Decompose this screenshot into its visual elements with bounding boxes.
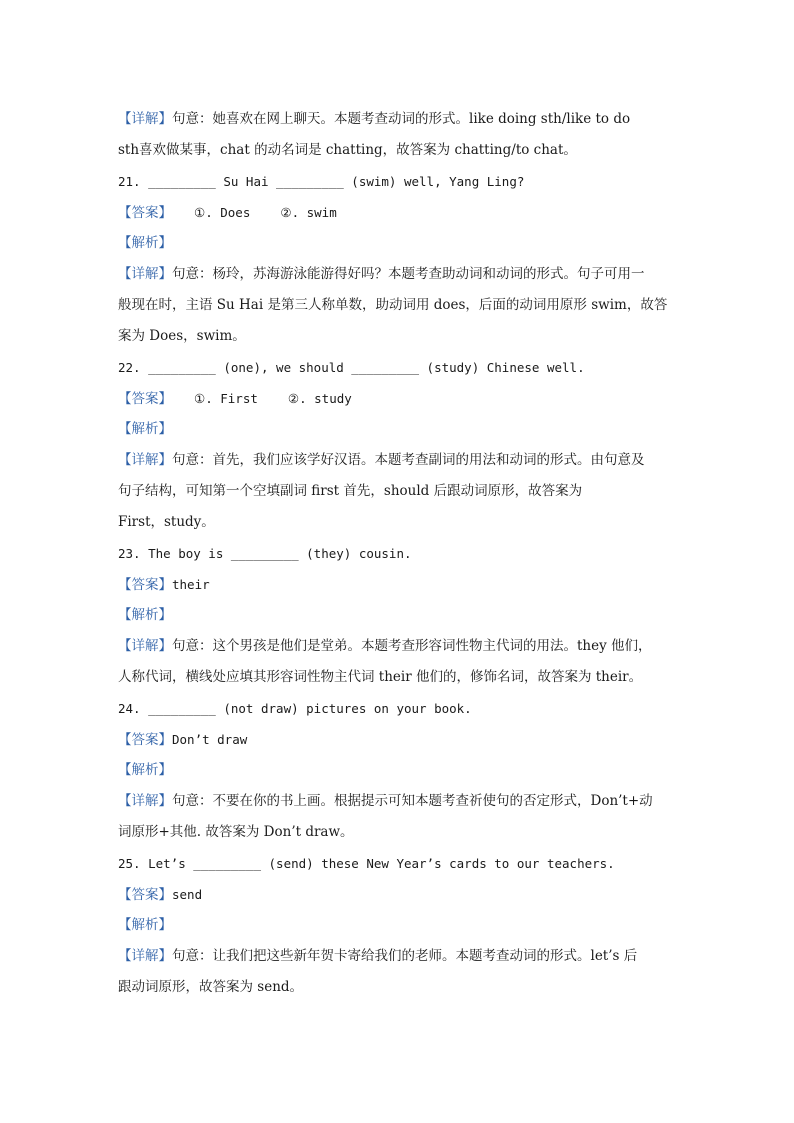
q25-analysis	[118, 910, 678, 941]
document-page	[118, 104, 678, 1003]
analysis-tag: 【解析】	[118, 607, 172, 623]
answer-tag: 【答案】	[118, 577, 172, 593]
q24-answer	[118, 724, 678, 755]
answer-tag: 【答案】	[118, 732, 172, 748]
q23-question: 23. The boy is _________ (they) cousin.	[118, 546, 412, 561]
analysis-tag: 【解析】	[118, 917, 172, 933]
q20-detail-line-2: sth喜欢做某事，chat 的动名词是 chatting，故答案为 chatting/to chat。	[118, 142, 577, 158]
q21-detail-line-3: 案为 Does，swim。	[118, 328, 246, 344]
q20-detail-line-1	[118, 104, 678, 135]
q22-detail-line-1	[118, 445, 678, 476]
detail-tag: 【详解】	[118, 452, 172, 468]
detail-text: 句意：她喜欢在网上聊天。本题考查动词的形式。like doing sth/like to do	[172, 111, 631, 127]
q24-detail-line-1	[118, 786, 678, 817]
q23-answer	[118, 569, 678, 600]
q21-detail-line-2: 般现在时，主语 Su Hai 是第三人称单数，助动词用 does，后面的动词用原形 swim，故答	[118, 297, 668, 313]
answer-1: ①. First	[194, 391, 258, 406]
answer-tag: 【答案】	[118, 391, 172, 407]
q21-answer	[118, 197, 678, 228]
detail-text: 句意：这个男孩是他们是堂弟。本题考查形容词性物主代词的用法。they 他们，	[172, 638, 652, 654]
q24-analysis	[118, 755, 678, 786]
q22-answer	[118, 383, 678, 414]
detail-text: 句意：首先，我们应该学好汉语。本题考查副词的用法和动词的形式。由句意及	[172, 452, 645, 468]
q22-detail-line-2: 句子结构，可知第一个空填副词 first 首先，should 后跟动词原形，故答案为	[118, 483, 583, 499]
q21-detail-line-1	[118, 259, 678, 290]
detail-tag: 【详解】	[118, 111, 172, 127]
detail-text: 句意：让我们把这些新年贺卡寄给我们的老师。本题考查动词的形式。let’s 后	[172, 948, 638, 964]
analysis-tag: 【解析】	[118, 762, 172, 778]
q24-detail-line-2: 词原形+其他. 故答案为 Don’t draw。	[118, 824, 354, 840]
answer-text: their	[172, 577, 210, 592]
answer-1: ①. Does	[194, 205, 251, 220]
answer-text: Don’t draw	[172, 732, 248, 747]
q21-analysis	[118, 228, 678, 259]
detail-tag: 【详解】	[118, 948, 172, 964]
q22-analysis	[118, 414, 678, 445]
q25-detail-line-1	[118, 941, 678, 972]
detail-tag: 【详解】	[118, 793, 172, 809]
detail-text: 句意：杨玲，苏海游泳能游得好吗？本题考查助动词和动词的形式。句子可用一	[172, 266, 645, 282]
q23-detail-line-1	[118, 631, 678, 662]
q22-detail-line-3: First，study。	[118, 514, 215, 530]
answer-text: send	[172, 887, 203, 902]
q25-answer	[118, 879, 678, 910]
answer-2: ②. swim	[280, 205, 337, 220]
q21-question: 21. _________ Su Hai _________ (swim) well, Yang Ling?	[118, 174, 525, 189]
detail-tag: 【详解】	[118, 638, 172, 654]
q22-question: 22. _________ (one), we should _________ (study) Chinese well.	[118, 360, 585, 375]
q23-detail-line-2: 人称代词，横线处应填其形容词性物主代词 their 他们的，修饰名词，故答案为 their。	[118, 669, 643, 685]
q25-question: 25. Let’s _________ (send) these New Year’s cards to our teachers.	[118, 856, 615, 871]
q24-question: 24. _________ (not draw) pictures on your book.	[118, 701, 472, 716]
answer-tag: 【答案】	[118, 205, 172, 221]
q25-detail-line-2: 跟动词原形，故答案为 send。	[118, 979, 304, 995]
answer-2: ②. study	[287, 391, 352, 406]
q23-analysis	[118, 600, 678, 631]
analysis-tag: 【解析】	[118, 421, 172, 437]
detail-tag: 【详解】	[118, 266, 172, 282]
detail-text: 句意：不要在你的书上画。根据提示可知本题考查祈使句的否定形式，Don’t+动	[172, 793, 653, 809]
analysis-tag: 【解析】	[118, 235, 172, 251]
answer-tag: 【答案】	[118, 887, 172, 903]
